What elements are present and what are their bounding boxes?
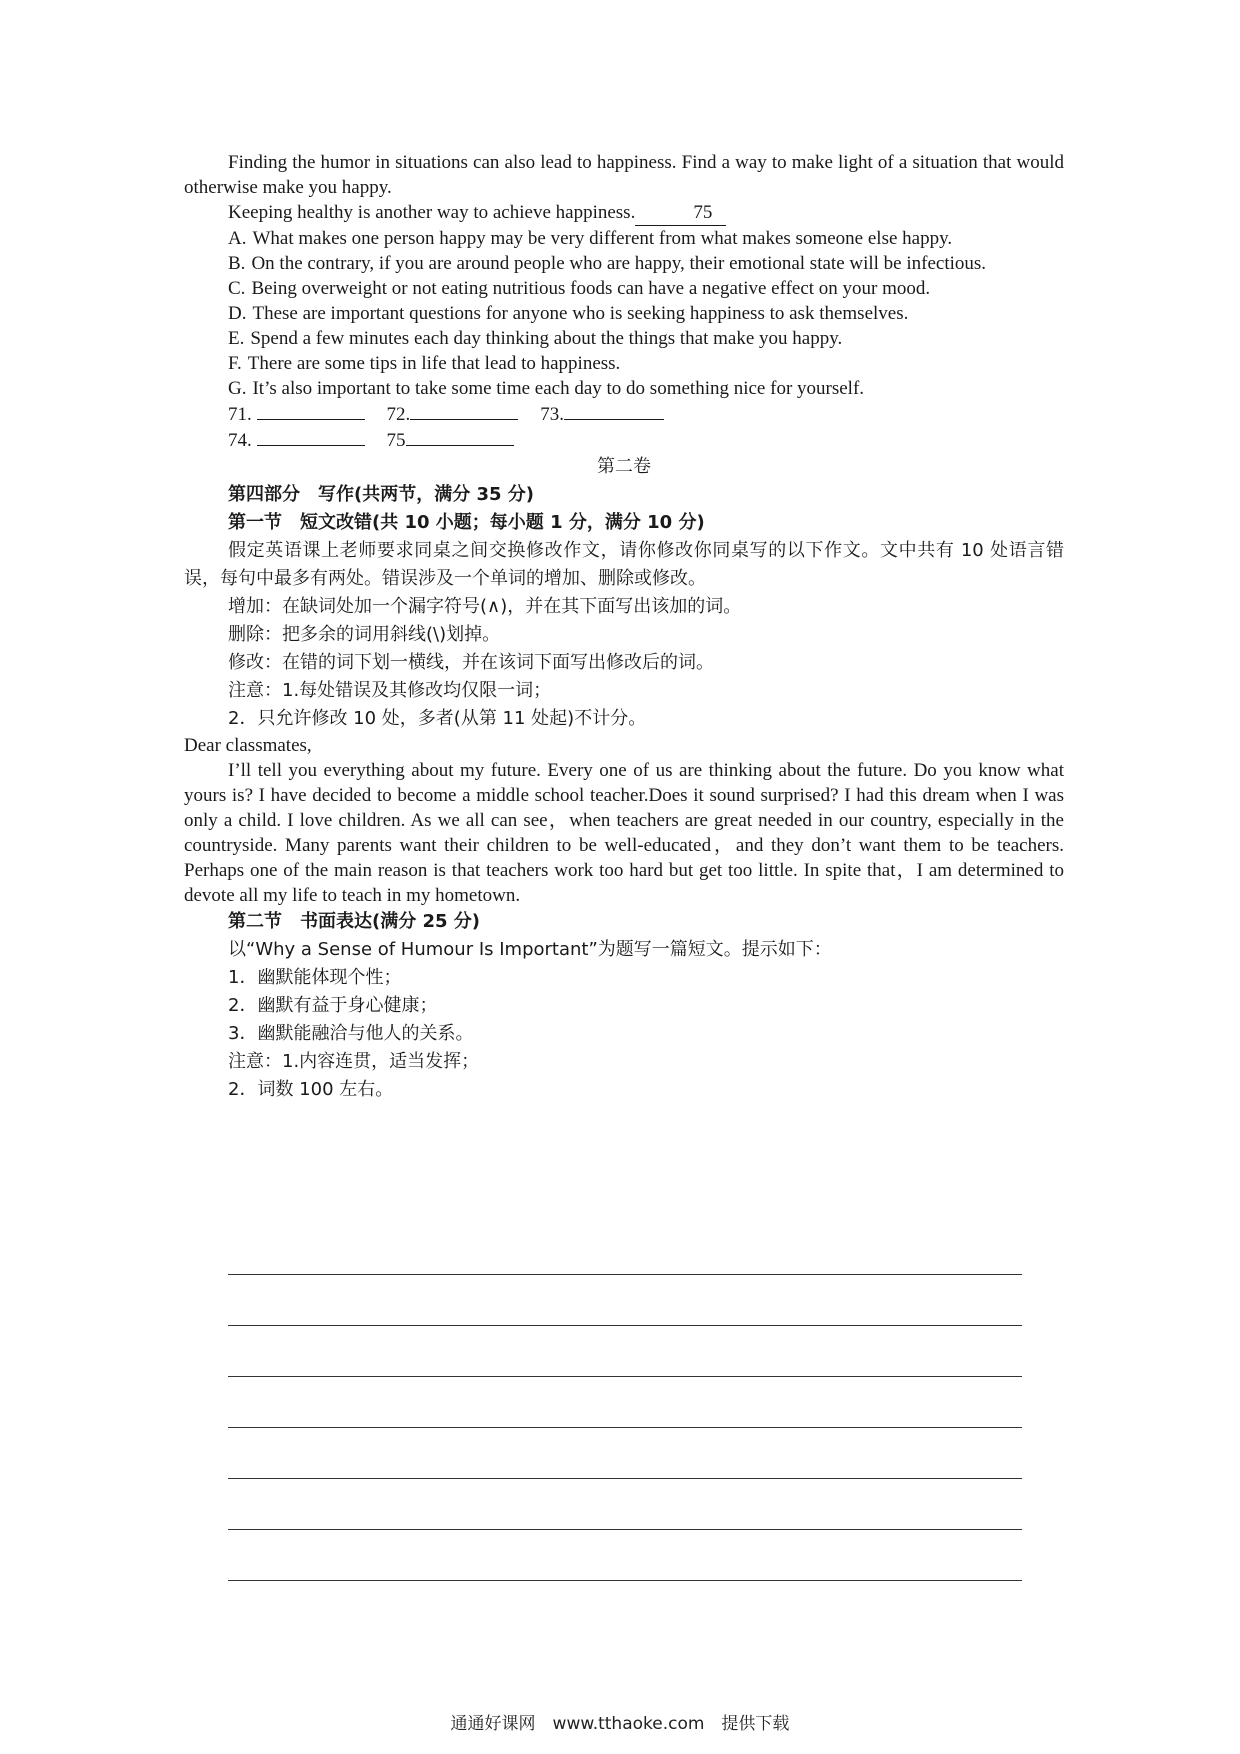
option-c xyxy=(184,276,1064,301)
option-letter: B. xyxy=(228,253,246,274)
section2-note-1: 注意：1.内容连贯，适当发挥； xyxy=(228,1051,480,1072)
option-letter: E. xyxy=(228,328,245,349)
option-text: It’s also important to take some time each day to do something nice for yourself. xyxy=(252,378,865,399)
hint-1: 1．幽默能体现个性； xyxy=(228,967,402,988)
reading-text: Keeping healthy is another way to achieve happiness. xyxy=(228,202,636,223)
answer-blank-75[interactable] xyxy=(387,427,514,453)
option-text: What makes one person happy may be very different from what makes someone else happy. xyxy=(252,228,953,249)
option-letter: C. xyxy=(228,278,246,299)
writing-line[interactable] xyxy=(228,1376,1022,1377)
option-text: Spend a few minutes each day thinking about the things that make you happy. xyxy=(250,328,843,349)
instruction-modify: 修改：在错的词下划一横线，并在该词下面写出修改后的词。 xyxy=(228,652,714,673)
section1-title: 第一节 短文改错(共 10 小题；每小题 1 分，满分 10 分) xyxy=(228,512,705,533)
blank-75: 75 xyxy=(635,200,726,226)
option-text: On the contrary, if you are around people who are happy, their emotional state will be infectious. xyxy=(251,253,987,274)
writing-line[interactable] xyxy=(228,1274,1022,1275)
answer-blanks-row xyxy=(184,401,1064,427)
answer-blank-72[interactable] xyxy=(387,401,519,427)
blank-number: 71. xyxy=(228,404,252,425)
salutation: Dear classmates, xyxy=(184,735,312,756)
reading-paragraph: Finding the humor in situations can also lead to happiness. Find a way to make light of a situation that would otherwise make you happy. xyxy=(184,152,1064,198)
option-letter: G. xyxy=(228,378,247,399)
option-text: These are important questions for anyone who is seeking happiness to ask themselves. xyxy=(252,303,909,324)
option-letter: D. xyxy=(228,303,247,324)
answer-blank-71[interactable] xyxy=(228,401,365,427)
note-1: 注意：1.每处错误及其修改均仅限一词； xyxy=(228,680,552,701)
blank-number: 73. xyxy=(540,404,564,425)
answer-blank-74[interactable] xyxy=(228,427,365,453)
reading-paragraph xyxy=(184,200,1064,226)
writing-area[interactable] xyxy=(228,1274,1022,1631)
writing-line[interactable] xyxy=(228,1529,1022,1530)
option-b xyxy=(184,251,1064,276)
essay-text: I’ll tell you everything about my future. Every one of us are thinking about the future. Do you know what yours is? I have decided to become a middle school teacher.Does it sound surprised? I had this dream when I was only a child. I love children. As we all can see，when teachers are great needed in our country, especially in the countryside. Many parents want their children to be well-educated，and they don’t want them to be teachers. Perhaps one of the main reason is that teachers work too hard but get too little. In spite that，I am determined to devote all my life to teach in my hometown. xyxy=(184,760,1064,906)
answer-blanks-row xyxy=(184,427,1064,453)
part4-title: 第四部分 写作(共两节，满分 35 分) xyxy=(228,484,535,505)
blank-number: 72. xyxy=(386,404,411,425)
section2-prompt: 以“Why a Sense of Humour Is Important”为题写一篇短文。提示如下： xyxy=(228,939,832,960)
section2-note-2: 2．词数 100 左右。 xyxy=(228,1079,394,1100)
instruction-add: 增加：在缺词处加一个漏字符号(∧)，并在其下面写出该加的词。 xyxy=(228,596,742,617)
page-footer: 通通好课网 www.tthaoke.com 提供下载 xyxy=(450,1714,790,1734)
writing-line[interactable] xyxy=(228,1427,1022,1428)
option-text: There are some tips in life that lead to happiness. xyxy=(247,353,621,374)
option-letter: A. xyxy=(228,228,247,249)
writing-line[interactable] xyxy=(228,1325,1022,1326)
option-e xyxy=(184,326,1064,351)
hint-2: 2．幽默有益于身心健康； xyxy=(228,995,438,1016)
blank-number: 75 xyxy=(386,430,406,451)
option-d xyxy=(184,301,1064,326)
document-body xyxy=(184,150,1064,1104)
section1-intro: 假定英语课上老师要求同桌之间交换修改作文，请你修改你同桌写的以下作文。文中共有 10 处语言错误，每句中最多有两处。错误涉及一个单词的增加、删除或修改。 xyxy=(184,540,1064,589)
option-f xyxy=(184,351,1064,376)
instruction-delete: 删除：把多余的词用斜线(\)划掉。 xyxy=(228,624,501,645)
writing-line[interactable] xyxy=(228,1478,1022,1479)
option-g xyxy=(184,376,1064,401)
option-letter: F. xyxy=(228,353,242,374)
option-a xyxy=(184,226,1064,251)
volume-heading: 第二卷 xyxy=(597,456,651,477)
note-2: 2．只允许修改 10 处，多者(从第 11 处起)不计分。 xyxy=(228,708,647,729)
section2-title: 第二节 书面表达(满分 25 分) xyxy=(228,911,481,932)
option-text: Being overweight or not eating nutritious foods can have a negative effect on your mood. xyxy=(251,278,931,299)
blank-number: 74. xyxy=(228,430,252,451)
writing-line[interactable] xyxy=(228,1580,1022,1581)
hint-3: 3．幽默能融洽与他人的关系。 xyxy=(228,1023,474,1044)
answer-blank-73[interactable] xyxy=(540,401,664,427)
